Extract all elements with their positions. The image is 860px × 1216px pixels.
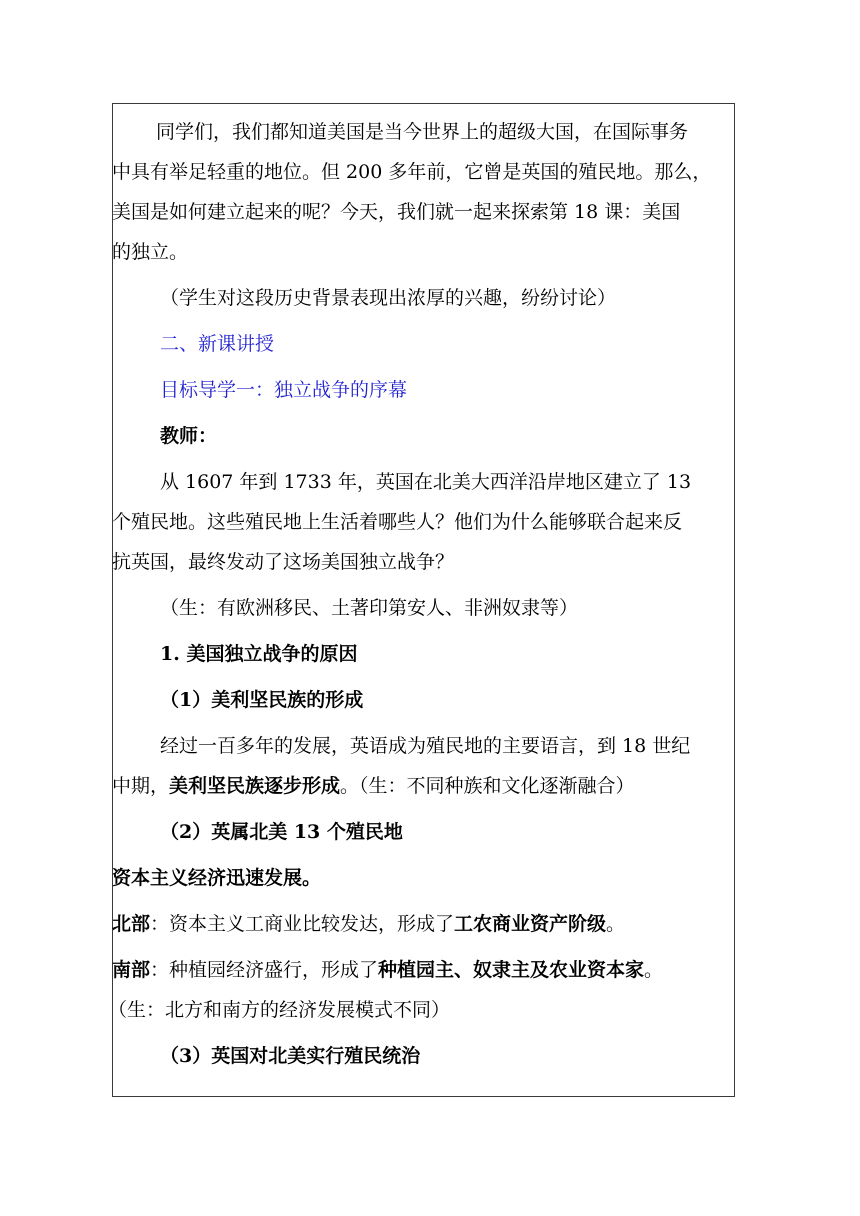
lesson-content	[108, 112, 732, 1076]
student-note-1: （学生对这段历史背景表现出浓厚的兴趣，纷纷讨论）	[160, 287, 617, 309]
sub1-line-2	[112, 766, 732, 806]
teacher-line-3: 抗英国，最终发动了这场美国独立战争？	[112, 551, 455, 573]
student-note-2: （生：有欧洲移民、土著印第安人、非洲奴隶等）	[160, 597, 579, 619]
sub1-suffix: 。（生：不同种族和文化逐渐融合）	[340, 775, 635, 797]
sub1-line-1: 经过一百多年的发展，英语成为殖民地的主要语言，到 18 世纪	[160, 735, 691, 757]
north-end: 。	[606, 913, 626, 935]
goal-title: 目标导学一：独立战争的序幕	[160, 379, 408, 401]
sub1-prefix: 中期，	[112, 775, 170, 797]
south-line	[112, 950, 732, 990]
south-text: ：种植园经济盛行，形成了	[150, 959, 379, 981]
north-text: ：资本主义工商业比较发达，形成了	[150, 913, 455, 935]
subheading-2: （2）英属北美 13 个殖民地	[160, 821, 403, 843]
intro-line-1: 同学们，我们都知道美国是当今世界上的超级大国，在国际事务	[156, 121, 689, 143]
teacher-line-2: 个殖民地。这些殖民地上生活着哪些人？他们为什么能够联合起来反	[112, 511, 683, 533]
student-note-3: （生：北方和南方的经济发展模式不同）	[108, 999, 451, 1021]
north-bold: 工农商业资产阶级	[454, 913, 607, 935]
sub2-summary: 资本主义经济迅速发展。	[112, 867, 322, 889]
subheading-1: （1）美利坚民族的形成	[160, 689, 364, 711]
section-title: 二、新课讲授	[160, 333, 275, 355]
heading-causes: 1. 美国独立战争的原因	[160, 643, 358, 665]
south-bold: 种植园主、奴隶主及农业资本家	[378, 959, 645, 981]
intro-line-3: 美国是如何建立起来的呢？今天，我们就一起来探索第 18 课：美国	[112, 201, 681, 223]
south-end: 。	[644, 959, 664, 981]
sub1-bold: 美利坚民族逐步形成	[169, 775, 341, 797]
intro-line-2: 中具有举足轻重的地位。但 200 多年前，它曾是英国的殖民地。那么，	[112, 161, 712, 183]
north-label: 北部	[112, 913, 151, 935]
north-line	[112, 904, 732, 944]
intro-line-4: 的独立。	[112, 241, 189, 263]
teacher-line-1: 从 1607 年到 1733 年，英国在北美大西洋沿岸地区建立了 13	[160, 471, 692, 493]
south-label: 南部	[112, 959, 151, 981]
subheading-3: （3）英国对北美实行殖民统治	[160, 1045, 421, 1067]
teacher-label: 教师：	[160, 425, 218, 447]
